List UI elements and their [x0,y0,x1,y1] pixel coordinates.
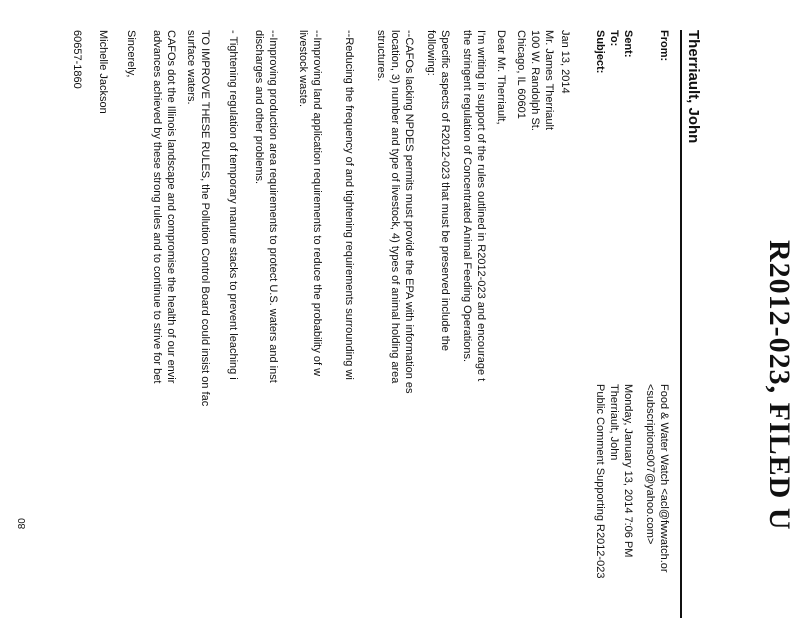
bullet-line: - Tightening regulation of temporary manure stacks to prevent leaching i [227,30,239,380]
bullet-5 [226,30,240,380]
bullet-line: --Improving land application requirements to reduce the probability of w [311,30,323,377]
bullet-1 [374,30,416,394]
closing-line: advances achieved by these strong rules and to continue to strive for bet [151,30,163,384]
sender-name: Therriault, John [685,30,702,144]
aspects-line: Specific aspects of R2012-023 that must be preserved include the [439,30,451,352]
bullet-line: --CAFOs lacking NPDES permits must provide the EPA with information es [403,30,415,394]
filed-stamp: R2012-023, FILED U [763,240,796,531]
header-label: To: [608,30,620,47]
recipient-address [514,30,556,131]
signature-name: Michelle Jackson [97,30,109,114]
intro-line: I'm writing in support of the rules outlined in R2012-023 and encourage t [475,30,487,382]
improve-paragraph [184,30,212,406]
intro-line: the stringent regulation of Concentrated Animal Feeding Operations. [461,30,473,363]
improve-line: surface waters. [185,30,197,105]
bullet-4 [252,30,280,383]
header-label: From: [658,30,670,62]
header-value: Monday, January 13, 2014 7:06 PM [622,384,634,558]
page-number: 80 [17,518,28,530]
intro-paragraph [460,30,488,381]
bullet-line: location, 3) number and type of livestock, 4) types of animal holding area [389,30,401,384]
bullet-line: --Reducing the frequency of and tightening requirements surrounding wi [343,30,355,380]
address-line: 100 W. Randolph St. [529,30,541,131]
salutation: Dear Mr. Therriault, [495,30,507,125]
signoff: Sincerely, [125,30,137,78]
header-label: Sent: [622,30,634,58]
bullet-3 [296,30,324,376]
bullet-line: livestock waste. [297,30,309,108]
header-value: Food & Water Watch <acl@fwwatch.or [658,384,670,573]
address-line: Mr. James Therriault [543,30,555,131]
header-value: Public Comment Supporting R2012-023 [594,384,606,579]
bullet-line: discharges and other problems. [253,30,265,185]
bullet-2 [342,30,356,380]
header-rule [680,30,682,618]
header-value: <subscriptions007@yahoo.com> [644,384,656,545]
bullet-line: --Improving production area requirements to protect U.S. waters and inst [267,30,279,383]
bullet-line: structures. [375,30,387,82]
header-value: Therriault, John [608,384,620,461]
aspects-line: following: [425,30,437,76]
closing-paragraph [150,30,178,383]
closing-line: CAFOs dot the Illinois landscape and compromise the health of our envir [165,30,177,384]
header-label: Subject: [594,30,606,74]
aspects-intro [424,30,452,351]
signature-zip: 60657-1860 [71,30,83,89]
address-line: Chicago, IL 60601 [515,30,527,119]
improve-line: TO IMPROVE THESE RULES, the Pollution Control Board could insist on fac [199,30,211,407]
letter-date: Jan 13, 2014 [559,30,571,94]
